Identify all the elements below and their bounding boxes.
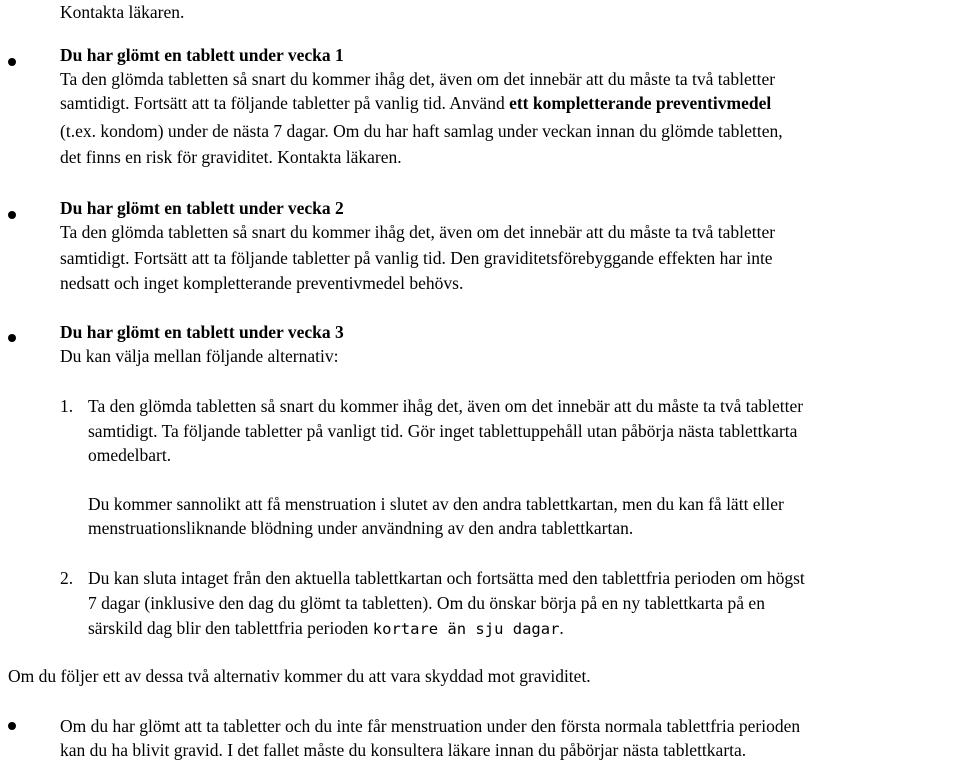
option-2-number: 2. bbox=[60, 568, 74, 588]
week1-heading: Du har glömt en tablett under vecka 1 bbox=[60, 45, 344, 65]
week2-text-line: samtidigt. Fortsätt att ta följande tabletter på vanlig tid. Den graviditetsförebyggande effekten har inte bbox=[60, 248, 773, 268]
week3-heading: Du har glömt en tablett under vecka 3 bbox=[60, 322, 344, 342]
week1-text-line: Ta den glömda tabletten så snart du kommer ihåg det, även om det innebär att du måste ta två tabletter bbox=[60, 69, 776, 89]
week2-heading: Du har glömt en tablett under vecka 2 bbox=[60, 198, 344, 218]
final-text-line: Om du har glömt att ta tabletter och du inte får menstruation under den första normala tablettfria perioden bbox=[60, 716, 801, 736]
week1-text-line: (t.ex. kondom) under de nästa 7 dagar. Om du har haft samlag under veckan innan du glömde tabletten, bbox=[60, 121, 783, 141]
option-2-line bbox=[88, 616, 564, 641]
option-2-span: . bbox=[559, 618, 564, 638]
option-2-mono-span: kortare än sju dagar bbox=[372, 620, 560, 638]
week2-text-line: nedsatt och inget kompletterande preventivmedel behövs. bbox=[60, 273, 464, 293]
option-2-span: särskild dag blir den tablettfria perioden bbox=[88, 618, 373, 638]
week1-text-line: det finns en risk för graviditet. Kontakta läkaren. bbox=[60, 147, 402, 167]
week1-emphasis: ett kompletterande preventivmedel bbox=[509, 93, 772, 113]
option-1-line: Ta den glömda tabletten så snart du kommer ihåg det, även om det innebär att du måste ta två tabletter bbox=[88, 396, 804, 416]
week2-text-line: Ta den glömda tabletten så snart du kommer ihåg det, även om det innebär att du måste ta två tabletter bbox=[60, 222, 776, 242]
option-1-line: samtidigt. Ta följande tabletter på vanligt tid. Gör inget tablettuppehåll utan påbörja nästa tablettkarta bbox=[88, 421, 798, 441]
week1-text-line bbox=[60, 91, 771, 115]
option-1-note-line: menstruationsliknande blödning under användning av den andra tablettkartan. bbox=[88, 518, 634, 538]
week1-text-span: samtidigt. Fortsätt att ta följande tabletter på vanlig tid. Använd bbox=[60, 93, 510, 113]
option-1-note-line: Du kommer sannolikt att få menstruation i slutet av den andra tablettkartan, men du kan få lätt eller bbox=[88, 494, 784, 514]
final-text-line: kan du ha blivit gravid. I det fallet måste du konsultera läkare innan du påbörjar nästa tablettkarta. bbox=[60, 740, 747, 760]
option-2-line: Du kan sluta intaget från den aktuella tablettkartan och fortsätta med den tablettfria perioden om högst bbox=[88, 568, 805, 588]
follow-sentence: Om du följer ett av dessa två alternativ kommer du att vara skyddad mot graviditet. bbox=[8, 666, 591, 686]
intro-tail: Kontakta läkaren. bbox=[60, 2, 185, 22]
option-2-line: 7 dagar (inklusive den dag du glömt ta tabletten). Om du önskar börja på en ny tablettkarta på en bbox=[88, 593, 765, 613]
option-1-number: 1. bbox=[60, 396, 74, 416]
bullet-icon bbox=[8, 722, 16, 730]
bullet-icon bbox=[8, 334, 16, 342]
option-1-line: omedelbart. bbox=[88, 445, 172, 465]
bullet-icon bbox=[8, 211, 16, 219]
bullet-icon bbox=[8, 58, 16, 66]
week3-intro: Du kan välja mellan följande alternativ: bbox=[60, 346, 339, 366]
